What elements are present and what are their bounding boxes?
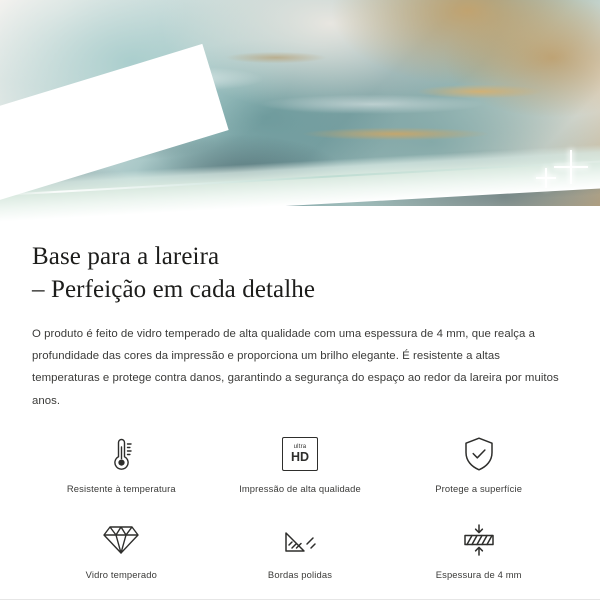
page-title-line-1: Base para a lareira [32,243,220,270]
feature-label: Espessura de 4 mm [435,568,522,580]
page-title [32,240,568,306]
feature-item-polished-edges [211,520,390,598]
hd-badge-top-text: ultra [293,444,307,451]
feature-grid [32,434,568,598]
polished-edges-icon [282,520,318,560]
product-description: O produto é feito de vidro temperado de alta qualidade com uma espessura de 4 mm, que realça a profundidade das cores da impressão e proporciona um brilho elegante. É resistente a altas temperaturas e protege contra danos, garantindo a segurança do espaço ao redor da lareira por muitos anos. [32,328,559,407]
content-area [0,240,600,598]
feature-label: Vidro temperado [85,568,158,580]
diamond-icon [102,520,140,560]
feature-item-thickness [389,520,568,598]
hero-image [0,0,600,222]
thickness-arrows-icon [459,520,499,560]
thermometer-icon [108,434,134,474]
feature-item-surface-protection [389,434,568,512]
feature-label: Resistente à temperatura [66,482,176,494]
feature-item-print-quality [211,434,390,512]
ultra-hd-badge-icon [282,434,318,474]
feature-item-temperature [32,434,211,512]
page-title-line-2: – Perfeição em cada detalhe [32,276,316,303]
feature-label: Impressão de alta qualidade [239,482,361,494]
hd-badge [282,437,318,471]
feature-label: Bordas polidas [267,568,333,580]
feature-label: Protege a superfície [435,482,523,494]
shield-check-icon [462,434,496,474]
feature-item-tempered-glass [32,520,211,598]
hd-badge-bottom-text: HD [290,450,310,465]
